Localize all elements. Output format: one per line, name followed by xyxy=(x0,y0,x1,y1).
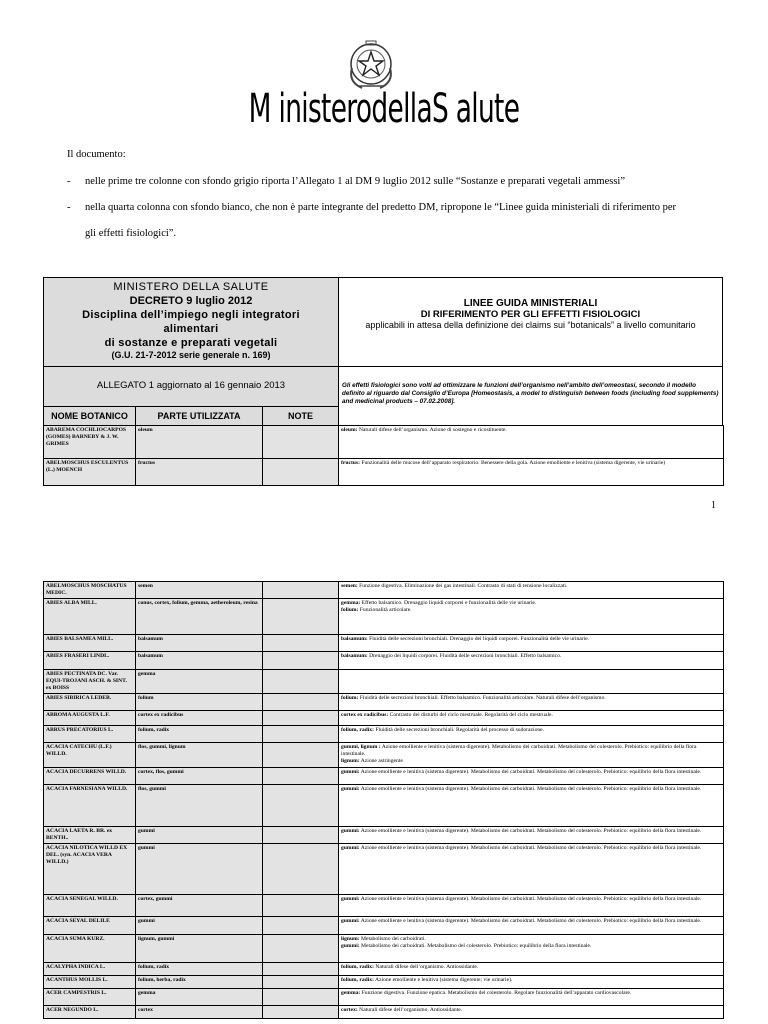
table-row xyxy=(44,726,724,743)
note-cell xyxy=(263,694,339,711)
botanical-name-cell: ACACIA DECURRENS WILLD. xyxy=(44,768,136,785)
note-cell xyxy=(263,844,339,895)
botanical-name-cell: ACER NEGUNDO L. xyxy=(44,1006,136,1019)
used-part-cell: folium, radix xyxy=(136,963,263,976)
decree-line-1: Disciplina dell’impiego negli integratori xyxy=(82,309,300,321)
intro-lead: Il documento: xyxy=(67,149,126,160)
used-part-cell: folium xyxy=(136,694,263,711)
physiological-effect-cell: oleum: Naturali difese dell’organismo. Azione di sostegno e ricostituente. xyxy=(339,426,724,459)
note-cell xyxy=(263,743,339,768)
botanical-name-cell: ABIES ALBA MILL. xyxy=(44,599,136,635)
botanical-name-cell: ABAREMA COCHLIOCARPOS (GOMES) BARNEBY & J. W. GRIMES xyxy=(44,426,136,459)
used-part-cell: lignum, gummi xyxy=(136,935,263,963)
table-row xyxy=(44,963,724,976)
table-row xyxy=(44,694,724,711)
note-cell xyxy=(263,785,339,827)
table-row xyxy=(44,844,724,895)
used-part-cell: folium, radix xyxy=(136,726,263,743)
table-row xyxy=(44,935,724,963)
note-cell xyxy=(263,599,339,635)
physiological-effect-cell: folium, radix: Fluidità delle secrezioni bronchiali. Regolarità del processo di sudorazione. xyxy=(339,726,724,743)
botanical-name-cell: ABIES FRASERI LINDL. xyxy=(44,652,136,670)
physiological-effect-cell: balsamum: Drenaggio dei liquidi corporei. Fluidità delle secrezioni bronchiali. Effetto balsamico. xyxy=(339,652,724,670)
physiological-effect-cell xyxy=(339,670,724,694)
botanical-name-cell: ABIES SIBIRICA LEDEB. xyxy=(44,694,136,711)
bullet-dash: - xyxy=(67,176,71,187)
table-row xyxy=(44,652,724,670)
guidelines-title-1: LINEE GUIDA MINISTERIALI xyxy=(463,298,598,309)
decree-title: DECRETO 9 luglio 2012 xyxy=(129,295,253,307)
table-row xyxy=(44,635,724,652)
table-row xyxy=(44,785,724,827)
page-title: M inisterodellaS alute xyxy=(248,86,520,132)
used-part-cell: cortex, gummi xyxy=(136,895,263,917)
table-row xyxy=(44,582,724,599)
physiological-effect-cell: gemma: Funzione digestiva. Funzione epatica. Metabolismo del colesterolo. Regolare funzionalità dell’apparato cardiovascolare. xyxy=(339,989,724,1006)
used-part-cell: cortex ex radicibus xyxy=(136,711,263,726)
used-part-cell: balsamum xyxy=(136,635,263,652)
physiological-effect-cell: fructus: Funzionalità delle mucose dell’apparato respiratorio. Benessere della gola. Azione emolliente e lenitiva (sistema digerente, vie urinarie) xyxy=(339,459,724,486)
note-cell xyxy=(263,895,339,917)
note-cell xyxy=(263,935,339,963)
guidelines-note-cell xyxy=(339,367,722,426)
note-cell xyxy=(263,711,339,726)
guidelines-title-cell xyxy=(339,278,722,367)
table-row xyxy=(44,895,724,917)
decree-line-2: alimentari xyxy=(163,323,219,335)
botanical-name-cell: ACACIA SUMA KURZ. xyxy=(44,935,136,963)
botanical-name-cell: ACACIA SENEGAL WILLD. xyxy=(44,895,136,917)
botanical-name-cell: ABRUS PRECATORIUS L. xyxy=(44,726,136,743)
physiological-effect-cell: gummi: Azione emolliente e lenitiva (sistema digerente). Metabolismo dei carboidrati. Metabolismo del colesterolo. Prebiotico: equilibrio della flora intestinale. xyxy=(339,827,724,844)
botanical-name-cell: ABELMOSCHUS MOSCHATUS MEDIC. xyxy=(44,582,136,599)
column-header-note xyxy=(263,407,339,426)
column-header-label: NOME BOTANICO xyxy=(51,411,128,421)
allegato-label: ALLEGATO 1 aggiornato al 16 gennaio 2013 xyxy=(96,380,286,391)
physiological-effect-cell: gummi: Azione emolliente e lenitiva (sistema digerente). Metabolismo dei carboidrati. Metabolismo del colesterolo. Prebiotico: equilibrio della flora intestinale. xyxy=(339,768,724,785)
table-row xyxy=(44,989,724,1006)
note-cell xyxy=(263,917,339,935)
note-cell xyxy=(263,426,339,459)
physiological-effect-cell: folium, radix: Naturali difese dell’organismo. Antiossidante. xyxy=(339,963,724,976)
used-part-cell: gemma xyxy=(136,989,263,1006)
physiological-effect-cell: balsamum: Fluidità delle secrezioni bronchiali. Drenaggio dei liquidi corporei. Funzionalità delle vie urinarie. xyxy=(339,635,724,652)
botanical-name-cell: ABELMOSCHUS ESCULENTUS (L.) MOENCH xyxy=(44,459,136,486)
intro-bullet xyxy=(67,175,717,189)
note-cell xyxy=(263,459,339,486)
used-part-cell: flos, gummi xyxy=(136,785,263,827)
physiological-effect-cell: gummi: Azione emolliente e lenitiva (sistema digerente). Metabolismo dei carboidrati. Metabolismo del colesterolo. Prebiotico: equilibrio della flora intestinale. xyxy=(339,895,724,917)
table-row xyxy=(44,711,724,726)
physiological-effect-cell: cortex: Naturali difese dell’organismo. Antiossidante. xyxy=(339,1006,724,1019)
note-cell xyxy=(263,635,339,652)
table-row xyxy=(44,768,724,785)
used-part-cell: gummi xyxy=(136,917,263,935)
botanical-name-cell: ACALYPHA INDICA L. xyxy=(44,963,136,976)
guidelines-subtitle: applicabili in attesa della definizione dei claims sui “botanicals” a livello comunitario xyxy=(365,320,696,330)
note-cell xyxy=(263,670,339,694)
note-cell xyxy=(263,976,339,989)
table-row xyxy=(44,670,724,694)
botanical-name-cell: ACACIA CATECHU (L.F.) WILLD. xyxy=(44,743,136,768)
used-part-cell: flos, gummi, lignum xyxy=(136,743,263,768)
used-part-cell: gummi xyxy=(136,844,263,895)
physiological-effect-cell: gummi: Azione emolliente e lenitiva (sistema digerente). Metabolismo dei carboidrati. Metabolismo del colesterolo. Prebiotico: equilibrio della flora intestinale. xyxy=(339,917,724,935)
decree-line-3: di sostanze e preparati vegetali xyxy=(104,337,278,349)
column-header-label: NOTE xyxy=(287,411,313,421)
table-row xyxy=(44,599,724,635)
page-number: 1 xyxy=(711,500,716,511)
table-row xyxy=(44,827,724,844)
decree-cell xyxy=(44,278,339,367)
used-part-cell: folium, herba, radix xyxy=(136,976,263,989)
note-cell xyxy=(263,652,339,670)
column-header-label: PARTE UTILIZZATA xyxy=(157,411,241,421)
physiological-effect-cell: lignum: Metabolismo dei carboidrati. gummi: Metabolismo dei carboidrati. Metabolismo del colesterolo. Prebiotico: equilibrio della flora intestinale. xyxy=(339,935,724,963)
column-header-name xyxy=(44,407,136,426)
ministry-name: MINISTERO DELLA SALUTE xyxy=(113,281,269,293)
used-part-cell: semen xyxy=(136,582,263,599)
used-part-cell: conus, cortex, folium, gemma, aetheroleum, resina xyxy=(136,599,263,635)
guidelines-note: Gli effetti fisiologici sono volti ad ottimizzare le funzioni dell’organismo nell’ambito dell’omeostasi, secondo il modello definito al riguardo dal Consiglio d’Europa [Homeostasis, a model to distinguish between foods (including food supplements) and medicinal products – 07.02.2008]. xyxy=(342,382,719,405)
bullet-text: nelle prime tre colonne con sfondo grigio riporta l’Allegato 1 al DM 9 luglio 2012 sulle “Sostanze e preparati vegetali ammessi” xyxy=(85,176,626,187)
botanicals-table-page-2 xyxy=(43,581,724,1019)
note-cell xyxy=(263,768,339,785)
botanical-name-cell: ABIES BALSAMEA MILL. xyxy=(44,635,136,652)
note-cell xyxy=(263,582,339,599)
bullet-continuation: gli effetti fisiologici”. xyxy=(85,228,177,239)
used-part-cell: cortex, flos, gummi xyxy=(136,768,263,785)
table-row xyxy=(44,917,724,935)
used-part-cell: balsamum xyxy=(136,652,263,670)
decree-header-block xyxy=(43,277,723,426)
table-row xyxy=(44,459,724,486)
used-part-cell: oleum xyxy=(136,426,263,459)
note-cell xyxy=(263,827,339,844)
used-part-cell: cortex xyxy=(136,1006,263,1019)
physiological-effect-cell: folium: Fluidità delle secrezioni bronchiali. Effetto balsamico. Funzionalità articolare. Naturali difese dell’organismo. xyxy=(339,694,724,711)
physiological-effect-cell: gummi, lignum : Azione emolliente e lenitiva (sistema digerente). Metabolismo dei carboidrati. Metabolismo del colesterolo. Prebiotico: equilibrio della flora intestinale. lignum: Azione astringente xyxy=(339,743,724,768)
botanicals-table-page-1 xyxy=(43,425,724,486)
note-cell xyxy=(263,963,339,976)
physiological-effect-cell: gummi: Azione emolliente e lenitiva (sistema digerente). Metabolismo dei carboidrati. Metabolismo del colesterolo. Prebiotico: equilibrio della flora intestinale. xyxy=(339,785,724,827)
decree-gu: (G.U. 21-7-2012 serie generale n. 169) xyxy=(111,350,271,360)
allegato-cell xyxy=(44,367,339,407)
column-header-part xyxy=(136,407,263,426)
botanical-name-cell: ABIES PECTINATA DC. Var. EQUI-TROJANI ASCH. & SINT. ex BOISS xyxy=(44,670,136,694)
botanical-name-cell: ACACIA SEYAL DELILE xyxy=(44,917,136,935)
botanical-name-cell: ACACIA LAETA R. BR. ex BENTH.. xyxy=(44,827,136,844)
used-part-cell: gummi xyxy=(136,827,263,844)
physiological-effect-cell: cortex ex radicibus: Contrasto dei disturbi del ciclo mestruale. Regolarità del ciclo mestruale. xyxy=(339,711,724,726)
physiological-effect-cell: folium, radix: Azione emolliente e lenitiva (sistema digerente; vie urinarie). xyxy=(339,976,724,989)
botanical-name-cell: ACANTHUS MOLLIS L. xyxy=(44,976,136,989)
table-row xyxy=(44,426,724,459)
guidelines-title-2: DI RIFERIMENTO PER GLI EFFETTI FISIOLOGICI xyxy=(420,309,641,320)
table-row xyxy=(44,743,724,768)
note-cell xyxy=(263,989,339,1006)
intro-bullet xyxy=(67,201,717,241)
botanical-name-cell: ACER CAMPESTRIS L. xyxy=(44,989,136,1006)
note-cell xyxy=(263,1006,339,1019)
botanical-name-cell: ACACIA NILOTICA WILLD EX DEL. (syn. ACACIA VERA WILLD.) xyxy=(44,844,136,895)
bullet-text: nella quarta colonna con sfondo bianco, che non è parte integrante del predetto DM, ripropone le “Linee guida ministeriali di riferimento per xyxy=(85,202,676,213)
intro-text xyxy=(67,148,717,253)
physiological-effect-cell: gemma: Effetto balsamico. Drenaggio liquidi corporei e funzionalità delle vie urinarie. folium: Funzionalità articolare. xyxy=(339,599,724,635)
note-cell xyxy=(263,726,339,743)
physiological-effect-cell: gummi: Azione emolliente e lenitiva (sistema digerente). Metabolismo dei carboidrati. Metabolismo del colesterolo. Prebiotico: equilibrio della flora intestinale. xyxy=(339,844,724,895)
bullet-dash: - xyxy=(67,202,71,213)
used-part-cell: gemma xyxy=(136,670,263,694)
botanical-name-cell: ACACIA FARNESIANA WILLD. xyxy=(44,785,136,827)
table-row xyxy=(44,976,724,989)
used-part-cell: fructus xyxy=(136,459,263,486)
botanical-name-cell: ABROMA AUGUSTA L.F. xyxy=(44,711,136,726)
physiological-effect-cell: semen: Funzione digestiva. Eliminazione dei gas intestinali. Contrasto di stati di tensione localizzati. xyxy=(339,582,724,599)
italian-republic-emblem-icon xyxy=(344,38,398,92)
table-row xyxy=(44,1006,724,1019)
